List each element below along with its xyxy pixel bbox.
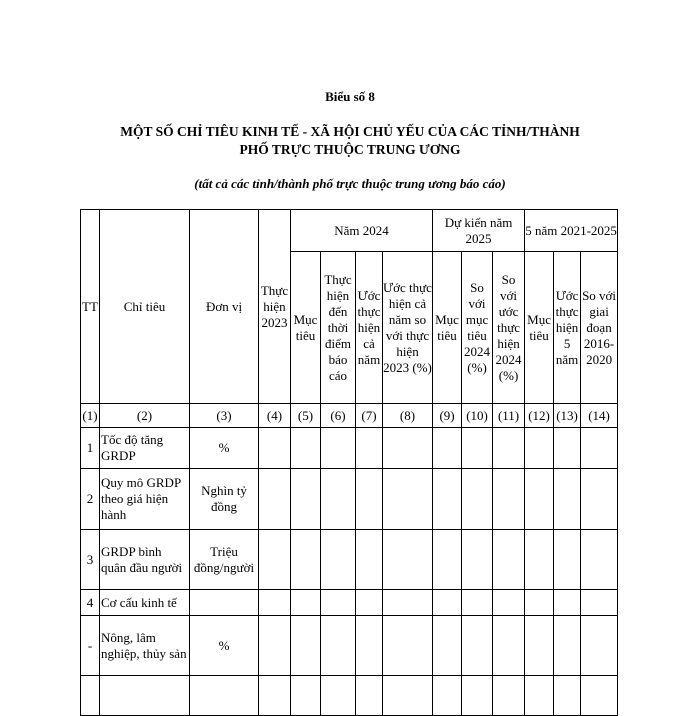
row-tt: 1 [81, 428, 100, 469]
column-number: (3) [190, 404, 259, 428]
row-don-vi [190, 590, 259, 616]
indicators-table [80, 209, 618, 716]
row-don-vi: % [190, 616, 259, 676]
table-cell [581, 676, 618, 716]
column-number: (12) [525, 404, 554, 428]
column-number: (11) [493, 404, 525, 428]
table-cell [433, 616, 462, 676]
table-cell [493, 590, 525, 616]
table-cell [321, 530, 356, 590]
table-cell [554, 590, 581, 616]
row-tt [81, 676, 100, 716]
form-number: Biểu số 8 [325, 89, 375, 104]
table-cell [291, 530, 321, 590]
table-row [81, 428, 618, 469]
table-cell [383, 530, 433, 590]
table-cell [525, 590, 554, 616]
header-so-voi-muc-tieu-2024: So với mục tiêu 2024 (%) [462, 252, 493, 404]
table-cell [554, 676, 581, 716]
table-cell [581, 428, 618, 469]
table-cell [554, 616, 581, 676]
table-cell [321, 590, 356, 616]
header-so-voi-2016-2020: So với giai đoạn 2016-2020 [581, 252, 618, 404]
table-row [81, 676, 618, 716]
table-cell [383, 676, 433, 716]
table-cell [383, 590, 433, 616]
row-chi-tieu: Tốc độ tăng GRDP [100, 428, 190, 469]
column-number: (13) [554, 404, 581, 428]
header-tt: TT [81, 210, 100, 404]
table-cell [493, 616, 525, 676]
table-cell [259, 428, 291, 469]
table-cell [291, 616, 321, 676]
table-cell [462, 469, 493, 530]
header-so-voi-uoc-2024: So với ước thực hiện 2024 (%) [493, 252, 525, 404]
table-cell [433, 530, 462, 590]
table-cell [554, 530, 581, 590]
row-don-vi [190, 676, 259, 716]
table-cell [259, 616, 291, 676]
table-cell [321, 469, 356, 530]
row-chi-tieu: Cơ cấu kinh tế [100, 590, 190, 616]
table-cell [259, 676, 291, 716]
column-number: (8) [383, 404, 433, 428]
column-number: (5) [291, 404, 321, 428]
header-nam-2024: Năm 2024 [291, 210, 433, 252]
table-cell [433, 590, 462, 616]
column-number-row [81, 404, 618, 428]
table-cell [433, 428, 462, 469]
table-cell [462, 676, 493, 716]
table-cell [383, 469, 433, 530]
header-thuc-hien-den-thoi-diem: Thực hiện đến thời điểm báo cáo [321, 252, 356, 404]
table-cell [581, 469, 618, 530]
table-cell [259, 590, 291, 616]
column-number: (6) [321, 404, 356, 428]
table-cell [462, 616, 493, 676]
table-cell [525, 530, 554, 590]
row-chi-tieu: GRDP bình quân đầu người [100, 530, 190, 590]
header-uoc-thuc-hien-5-nam: Ước thực hiện 5 năm [554, 252, 581, 404]
table-cell [433, 469, 462, 530]
table-cell [554, 428, 581, 469]
table-cell [291, 590, 321, 616]
row-don-vi: % [190, 428, 259, 469]
column-number: (9) [433, 404, 462, 428]
table-cell [291, 469, 321, 530]
table-row [81, 530, 618, 590]
table-cell [259, 530, 291, 590]
table-cell [525, 676, 554, 716]
row-tt: 2 [81, 469, 100, 530]
table-cell [581, 530, 618, 590]
header-row-1 [81, 210, 618, 252]
table-row [81, 590, 618, 616]
row-don-vi: Nghìn tỷ đồng [190, 469, 259, 530]
table-cell [291, 428, 321, 469]
table-cell [356, 428, 383, 469]
table-cell [321, 616, 356, 676]
row-tt: 4 [81, 590, 100, 616]
header-5-nam: 5 năm 2021-2025 [525, 210, 618, 252]
table-cell [383, 428, 433, 469]
column-number: (14) [581, 404, 618, 428]
table-cell [356, 530, 383, 590]
column-number: (2) [100, 404, 190, 428]
table-cell [525, 469, 554, 530]
table-cell [356, 590, 383, 616]
header-muc-tieu-2024: Mục tiêu [291, 252, 321, 404]
column-number: (10) [462, 404, 493, 428]
header-thuc-hien-2023: Thực hiện 2023 [259, 210, 291, 404]
table-cell [383, 616, 433, 676]
document-title [90, 123, 610, 159]
title-line-2: PHỐ TRỰC THUỘC TRUNG ƯƠNG [239, 142, 461, 157]
table-cell [493, 469, 525, 530]
column-number: (7) [356, 404, 383, 428]
table-cell [554, 469, 581, 530]
title-line-1: MỘT SỐ CHỈ TIÊU KINH TẾ - XÃ HỘI CHỦ YẾU CỦA CÁC TỈNH/THÀNH [120, 124, 580, 139]
table-cell [356, 676, 383, 716]
table-cell [462, 530, 493, 590]
table-cell [493, 428, 525, 469]
header-muc-tieu-2025: Mục tiêu [433, 252, 462, 404]
header-du-kien-2025: Dự kiến năm 2025 [433, 210, 525, 252]
header-don-vi: Đơn vị [190, 210, 259, 404]
table-cell [493, 676, 525, 716]
row-chi-tieu: Nông, lâm nghiệp, thủy sản [100, 616, 190, 676]
column-number: (4) [259, 404, 291, 428]
table-cell [525, 428, 554, 469]
table-cell [259, 469, 291, 530]
table-row [81, 616, 618, 676]
table-row [81, 469, 618, 530]
header-chi-tieu: Chỉ tiêu [100, 210, 190, 404]
row-chi-tieu: Quy mô GRDP theo giá hiện hành [100, 469, 190, 530]
row-tt: 3 [81, 530, 100, 590]
table-cell [462, 590, 493, 616]
table-cell [321, 428, 356, 469]
table-cell [493, 530, 525, 590]
header-uoc-so-voi-2023: Ước thực hiện cả năm so với thực hiện 2023 (%) [383, 252, 433, 404]
document-subtitle: (tất cả các tỉnh/thành phố trực thuộc trung ương báo cáo) [194, 176, 506, 191]
row-chi-tieu [100, 676, 190, 716]
table-cell [356, 469, 383, 530]
header-uoc-thuc-hien-ca-nam: Ước thực hiện cả năm [356, 252, 383, 404]
table-cell [581, 590, 618, 616]
table-cell [581, 616, 618, 676]
table-cell [525, 616, 554, 676]
table-cell [433, 676, 462, 716]
row-tt: - [81, 616, 100, 676]
header-muc-tieu-5-nam: Mục tiêu [525, 252, 554, 404]
row-don-vi: Triệu đồng/người [190, 530, 259, 590]
table-cell [462, 428, 493, 469]
table-cell [321, 676, 356, 716]
table-cell [291, 676, 321, 716]
table-cell [356, 616, 383, 676]
column-number: (1) [81, 404, 100, 428]
